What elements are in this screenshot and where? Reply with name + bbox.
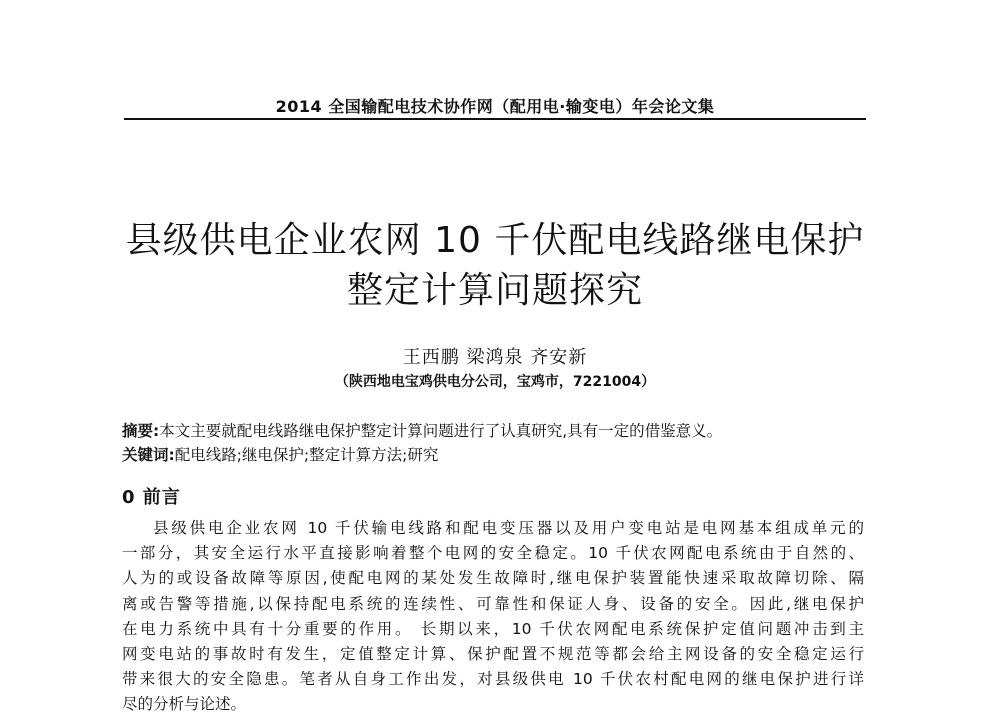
paper-title xyxy=(100,216,890,316)
keywords xyxy=(122,443,882,465)
author-list: 王西鹏 梁鸿泉 齐安新 xyxy=(402,347,588,368)
paragraph-line: 带来很大的安全隐患。笔者从自身工作出发，对县级供电 10 千伏农村配电网的继电保护进行详 xyxy=(122,670,864,689)
abstract xyxy=(122,419,882,441)
paragraph-line: 一部分，其安全运行水平直接影响着整个电网的安全稳定。10 千伏农网配电系统由于自然的、 xyxy=(122,544,864,563)
paragraph-line: 网变电站的事故时有发生，定值整定计算、保护配置不规范等都会给主网设备的安全稳定运行 xyxy=(122,645,864,664)
paragraph-line: 尽的分析与论述。 xyxy=(122,695,247,714)
keywords-label: 关键词: xyxy=(122,446,175,464)
section-heading: 0 前言 xyxy=(122,487,181,508)
keywords-text: 配电线路;继电保护;整定计算方法;研究 xyxy=(174,446,439,464)
paragraph-line: 人为的或设备故障等原因,使配电网的某处发生故障时,继电保护装置能快速采取故障切除、隔 xyxy=(122,569,864,588)
abstract-label: 摘要: xyxy=(122,422,160,440)
paragraph-line: 县级供电企业农网 10 千伏输电线路和配电变压器以及用户变电站是电网基本组成单元的 xyxy=(153,519,864,537)
running-header: 2014 全国输配电技术协作网（配用电·输变电）年会论文集 xyxy=(275,97,715,116)
paragraph-line: 在电力系统中具有十分重要的作用。 长期以来，10 千伏农网配电系统保护定值问题冲击到主 xyxy=(122,619,864,638)
header-rule xyxy=(124,118,866,120)
paragraph-line: 离或告警等措施,以保持配电系统的连续性、可靠性和保证人身、设备的安全。因此,继电保护 xyxy=(122,594,864,613)
author-affiliation: （陕西地电宝鸡供电分公司，宝鸡市，7221004） xyxy=(334,374,656,390)
paper-title-line-1: 县级供电企业农网 10 千伏配电线路继电保护 xyxy=(125,220,865,261)
section-paragraph xyxy=(122,516,864,718)
paper-title-line-2: 整定计算问题探究 xyxy=(346,270,643,311)
abstract-text: 本文主要就配电线路继电保护整定计算问题进行了认真研究,具有一定的借鉴意义。 xyxy=(159,422,723,440)
